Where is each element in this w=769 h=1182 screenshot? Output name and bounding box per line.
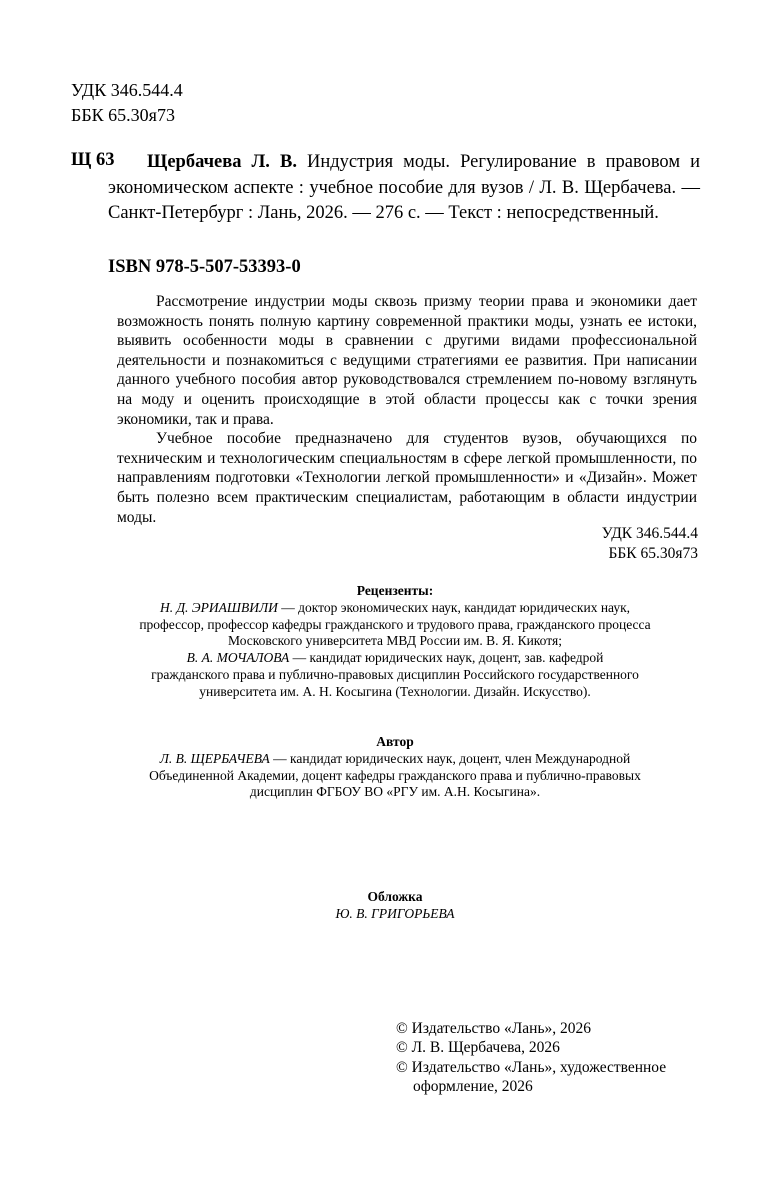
reviewer-1: Н. Д. ЭРИАШВИЛИ — доктор экономических наук, кандидат юридических наук, [159,599,631,615]
copyright-line: оформление, 2026 [413,1078,533,1096]
reviewer-name: В. А. МОЧАЛОВА [186,650,290,666]
annotation-paragraph: Рассмотрение индустрии моды сквозь призму теории права и экономики дает возможность понять полную картину современной практики моды, узнать ее истоки, выявить особенности моды в сравнении с другими видами профессиональной деятельности и познакомиться с ведущими стратегиями ее развития. При написании данного учебного пособия автор руководствовался стремлением по-новому взглянуть на моду и оценить происходящие в этой области процессы как с точки зрения экономики, так и права. [117,293,697,428]
isbn: ISBN 978-5-507-53393-0 [108,257,301,277]
bbk-code: ББК 65.30я73 [608,544,698,562]
cover-block [100,889,690,923]
cover-heading: Обложка [367,889,423,904]
book-description: Индустрия моды. Регулирование в правовом и экономическом аспекте : учебное пособие для вузов / Л. В. Щербачева. — Санкт-Петербург : Лань, 2026. — 276 с. — Текст : непосредственный. [108,152,700,223]
header-classification [71,78,183,128]
reviewer-name: Н. Д. ЭРИАШВИЛИ [159,599,278,615]
author-heading: Автор [376,734,414,749]
cover-designer: Ю. В. ГРИГОРЬЕВА [335,905,455,921]
annotation-paragraph: Учебное пособие предназначено для студентов вузов, обучающихся по техническим и технологическим специальностям в сфере легкой промышленности, по направлениям подготовки «Технологии легкой промышленности» и «Дизайн». Может быть полезно всем практическим специалистам, работающим в области индустрии моды. [117,430,697,526]
copyright-line: © Издательство «Лань», художественное [396,1058,667,1076]
bibliographic-description [108,150,700,227]
udk-code: УДК 346.544.4 [71,80,183,100]
reviewer-2: В. А. МОЧАЛОВА — кандидат юридических наук, доцент, зав. кафедрой [186,650,604,666]
annotation [117,292,697,527]
reviewers-block: Рецензенты: Н. Д. ЭРИАШВИЛИ — доктор экономических наук, кандидат юридических наук, профессор, профессор кафедры гражданского и трудового права, гражданского процесса Московского университета МВД России им. В. Я. Кикотя; В. А. МОЧАЛОВА — кандидат юридических наук, доцент, зав. кафедрой гражданского права и публично-правовых дисциплин Российского государственного университета им. А. Н. Косыгина (Технологии. Дизайн. Искусство). [100,583,690,701]
copyright-line: © Издательство «Лань», 2026 [396,1020,592,1037]
author-block: Автор Л. В. ЩЕРБАЧЕВА — кандидат юридических наук, доцент, член Международной Объединенной Академии, доцент кафедры гражданского права и публично-правовых дисциплин ФГБОУ ВО «РГУ им. А.Н. Косыгина». [100,734,690,801]
author-name: Л. В. ЩЕРБАЧЕВА [159,750,270,766]
reviewers-heading: Рецензенты: [356,583,434,598]
copyright-block [396,1019,666,1097]
annotation-classification [560,524,698,563]
bbk-code: ББК 65.30я73 [71,105,175,125]
copyright-line: © Л. В. Щербачева, 2026 [396,1039,560,1057]
udk-code: УДК 346.544.4 [601,525,698,542]
book-author: Щербачева Л. В. [147,152,297,172]
author-sign: Щ 63 [71,150,115,170]
